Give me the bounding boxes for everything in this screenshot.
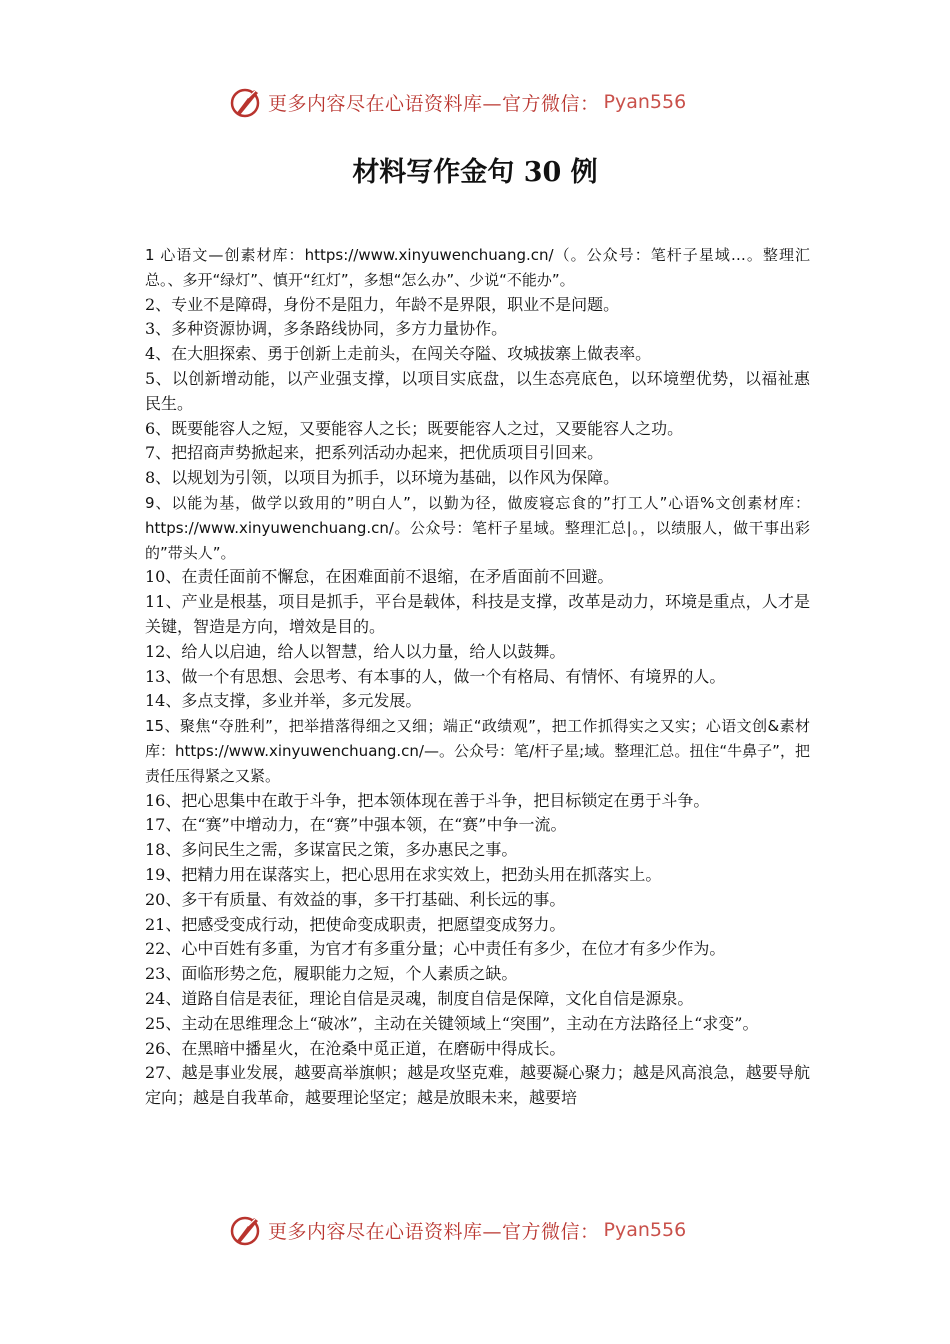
quote-item: 6、既要能容人之短，又要能容人之长；既要能容人之过，又要能容人之功。 [145,418,684,438]
footer-watermark-banner [228,1210,686,1250]
quote-item: 16、把心思集中在敢于斗争，把本领体现在善于斗争，把目标锁定在勇于斗争。 [145,790,710,810]
quote-item: 18、多问民生之需，多谋富民之策，多办惠民之事。 [145,840,518,860]
quote-item: 21、把感受变成行动，把使命变成职责，把愿望变成努力。 [145,914,566,934]
quote-item: 11、产业是根基，项目是抓手，平台是载体，科技是支撑，改革是动力，环境是重点，人才是关键，智造是方向，增效是目的。 [145,592,810,636]
banner-contact: Pyan556 [603,91,687,113]
quote-item: 14、多点支撑，多业并举，多元发展。 [145,691,422,711]
quote-item: 9、以能为基，做学以致用的”明白人”，以勤为径，做废寝忘食的”打工人”心语%文创素材库：https://www.xinyuwenchuang.cn/。公众号：笔杆子星域。整理汇总|。，以绩服人，做干事出彩的”带头人”。 [145,493,810,562]
quote-item: 15、聚焦“夺胜利”，把举措落得细之又细；端正“政绩观”，把工作抓得实之又实；心语文创&素材库：https://www.xinyuwenchuang.cn/—。公众号：笔/杆子星;域。整理汇总。扭住“牛鼻子”，把责任压得紧之又紧。 [145,717,810,785]
quote-list [145,243,810,1111]
quote-item: 17、在“赛”中增动力，在“赛”中强本领，在“赛”中争一流。 [145,815,567,835]
quote-item: 2、专业不是障碍，身份不是阻力，年龄不是界限，职业不是问题。 [145,294,620,314]
banner-text: 更多内容尽在心语资料库—官方微信： [268,92,600,115]
quote-item: 7、把招商声势掀起来，把系列活动办起来，把优质项目引回来。 [145,443,604,463]
quote-item: 20、多干有质量、有效益的事，多干打基础、利长远的事。 [145,889,566,909]
quote-item: 24、道路自信是表征，理论自信是灵魂，制度自信是保障，文化自信是源泉。 [145,988,694,1008]
quote-item: 13、做一个有思想、会思考、有本事的人，做一个有格局、有情怀、有境界的人。 [145,666,726,686]
banner-contact: Pyan556 [603,1219,687,1241]
quote-item: 8、以规划为引领，以项目为抓手，以环境为基础，以作风为保障。 [145,468,620,488]
quote-item: 5、以创新增动能，以产业强支撑，以项目实底盘，以生态亮底色，以环境塑优势，以福祉惠民生。 [145,368,810,413]
quote-item: 4、在大胆探索、勇于创新上走前头，在闯关夺隘、攻城拔寨上做表率。 [145,344,652,364]
quote-item: 1 心语文—创素材库：https://www.xinyuwenchuang.cn/（。公众号：笔杆子星域…。整理汇总。、多开“绿灯”、慎开“红灯”，多想“怎么办”、少说“不能办”。 [145,246,810,289]
quote-item: 19、把精力用在谋落实上，把心思用在求实效上，把劲头用在抓落实上。 [145,864,662,884]
header-watermark-banner [228,82,686,122]
quote-item: 26、在黑暗中播星火，在沧桑中觅正道，在磨砺中得成长。 [145,1038,566,1058]
quote-item: 12、给人以启迪，给人以智慧，给人以力量，给人以鼓舞。 [145,641,566,661]
quote-item: 27、越是事业发展，越要高举旗帜；越是攻坚克难，越要凝心聚力；越是风高浪急，越要导航定向；越是自我革命，越要理论坚定；越是放眼未来，越要培 [145,1063,810,1108]
quote-item: 22、心中百姓有多重，为官才有多重分量；心中责任有多少，在位才有多少作为。 [145,939,726,959]
quote-item: 3、多种资源协调，多条路线协同，多方力量协作。 [145,319,508,339]
quill-logo-icon [228,84,264,120]
quote-item: 23、面临形势之危，履职能力之短，个人素质之缺。 [145,964,518,984]
quote-item: 10、在责任面前不懈怠，在困难面前不退缩，在矛盾面前不回避。 [145,567,614,587]
banner-text: 更多内容尽在心语资料库—官方微信： [268,1220,600,1243]
document-title: 材料写作金句 30 例 [352,157,598,188]
quill-logo-icon [228,1212,264,1248]
quote-item: 25、主动在思维理念上“破冰”，主动在关键领域上“突围”，主动在方法路径上“求变”。 [145,1013,759,1033]
